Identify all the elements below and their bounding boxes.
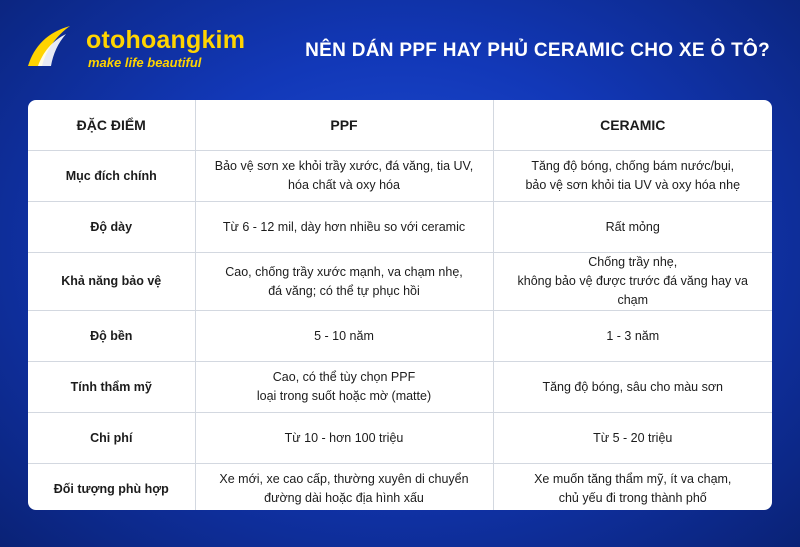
brand-logo xyxy=(22,22,252,72)
ceramic-cell xyxy=(493,464,772,511)
feature-cell: Mục đích chính xyxy=(28,151,195,202)
feature-cell: Khả năng bảo vệ xyxy=(28,253,195,311)
comparison-card xyxy=(28,100,772,510)
comparison-table xyxy=(28,100,772,510)
ceramic-cell xyxy=(493,311,772,362)
ppf-cell-line: loại trong suốt hoặc mờ (matte) xyxy=(256,389,432,403)
ppf-cell xyxy=(195,413,493,464)
ceramic-cell-line: 1 - 3 năm xyxy=(606,328,660,343)
ppf-cell-line: 5 - 10 năm xyxy=(314,328,374,343)
ppf-cell-line: Bảo vệ sơn xe khỏi trầy xước, đá văng, tia UV, xyxy=(214,159,474,173)
ppf-cell xyxy=(195,464,493,511)
ppf-cell-line: đường dài hoặc địa hình xấu xyxy=(264,491,424,506)
table-row xyxy=(28,151,772,202)
ceramic-cell-line: bảo vệ sơn khỏi tia UV và oxy hóa nhẹ xyxy=(525,178,741,192)
ceramic-cell-line: Rất mỏng xyxy=(605,219,660,234)
ceramic-cell xyxy=(493,253,772,311)
table-row xyxy=(28,311,772,362)
brand-name: otohoangkim xyxy=(86,26,246,54)
ceramic-cell-line: Tăng độ bóng, sâu cho màu sơn xyxy=(542,379,724,394)
ceramic-cell xyxy=(493,413,772,464)
ppf-cell-line: hóa chất và oxy hóa xyxy=(288,178,400,192)
header-ppf: PPF xyxy=(195,100,493,151)
table-row xyxy=(28,413,772,464)
ppf-cell-line: Xe mới, xe cao cấp, thường xuyên di chuyển xyxy=(219,472,469,487)
ceramic-cell-line: không bảo vệ được trước đá văng hay va chạm xyxy=(517,274,748,307)
feature-cell: Độ dày xyxy=(28,202,195,253)
ppf-cell xyxy=(195,253,493,311)
feature-cell: Độ bền xyxy=(28,311,195,362)
ceramic-cell-line: Tăng độ bóng, chống bám nước/bụi, xyxy=(531,159,735,173)
table-row xyxy=(28,253,772,311)
ceramic-cell xyxy=(493,202,772,253)
table-row xyxy=(28,464,772,511)
table-row xyxy=(28,362,772,413)
table-row xyxy=(28,202,772,253)
brand-slogan: make life beautiful xyxy=(88,55,202,70)
table-header-row xyxy=(28,100,772,151)
ppf-cell-line: Từ 10 - hơn 100 triệu xyxy=(284,430,404,445)
ppf-cell xyxy=(195,311,493,362)
ceramic-cell xyxy=(493,151,772,202)
ppf-cell-line: đá văng; có thể tự phục hồi xyxy=(268,283,420,298)
ppf-cell-line: Cao, chống trầy xước mạnh, va chạm nhẹ, xyxy=(225,264,463,279)
ceramic-cell-line: Chống trầy nhẹ, xyxy=(588,255,678,269)
ppf-cell-line: Cao, có thể tùy chọn PPF xyxy=(272,370,416,384)
ceramic-cell-line: chủ yếu đi trong thành phố xyxy=(558,491,707,506)
page-title: NÊN DÁN PPF HAY PHỦ CERAMIC CHO XE Ô TÔ? xyxy=(305,40,770,61)
feature-cell: Chi phí xyxy=(28,413,195,464)
swoosh-road-icon xyxy=(26,24,72,68)
ceramic-cell-line: Xe muốn tăng thẩm mỹ, ít va chạm, xyxy=(534,472,732,487)
feature-cell: Đối tượng phù hợp xyxy=(28,464,195,511)
feature-cell: Tính thẩm mỹ xyxy=(28,362,195,413)
ppf-cell xyxy=(195,151,493,202)
ceramic-cell-line: Từ 5 - 20 triệu xyxy=(593,430,673,445)
ppf-cell xyxy=(195,362,493,413)
ppf-cell xyxy=(195,202,493,253)
ceramic-cell xyxy=(493,362,772,413)
ppf-cell-line: Từ 6 - 12 mil, dày hơn nhiều so với ceramic xyxy=(222,219,466,234)
header-feature: ĐẶC ĐIỂM xyxy=(28,100,195,151)
header-ceramic: CERAMIC xyxy=(493,100,772,151)
table-body xyxy=(28,151,772,511)
